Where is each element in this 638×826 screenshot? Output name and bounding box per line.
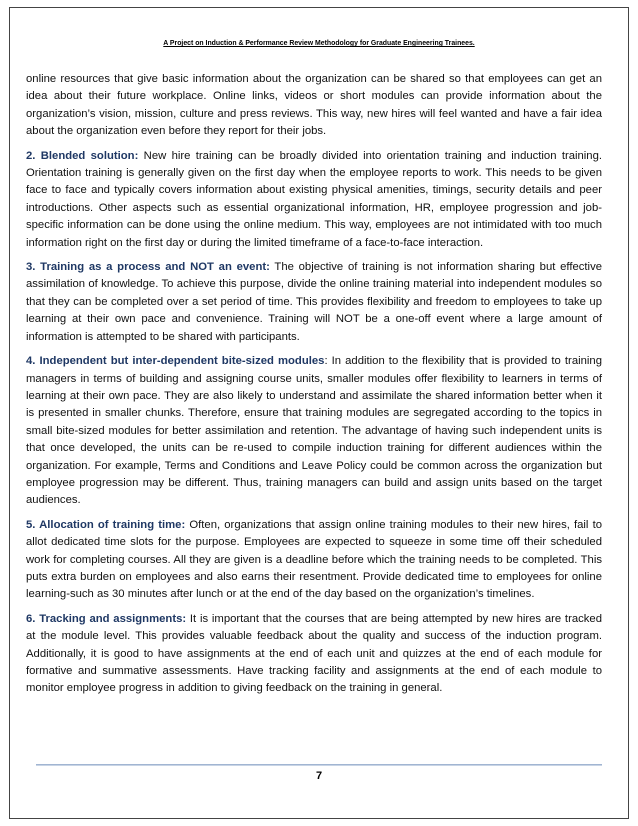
- paragraph-blended-solution: [26, 148, 602, 252]
- paragraph-text: online resources that give basic information about the organization can be shared so that employees can get an idea about their future workplace. Online links, videos or short modules can provide information about the organization’s vision, mission, culture and press reviews. This way, new hires will feel wanted and have a fair idea about the organization even before they report for their jobs.: [26, 73, 602, 138]
- running-header: A Project on Induction & Performance Review Methodology for Graduate Engineering Trainees.: [163, 40, 475, 47]
- paragraph-bite-sized-modules: [26, 353, 602, 510]
- paragraph-heading: 2. Blended solution:: [26, 149, 139, 162]
- paragraph-allocation-time: [26, 517, 602, 604]
- paragraph-heading: 4. Independent but inter-dependent bite-sized modules: [26, 355, 325, 368]
- paragraph-text: It is important that the courses that are being attempted by new hires are tracked at the module level. This provides valuable feedback about the quality and success of the induction program. Additionally, it is good to have assignments at the end of each unit and quizzes at the end of each module for formative and summative assessments. Have tracking facility and assignments at the end of each module to monitor employee progress in addition to giving feedback on the training in general.: [26, 612, 602, 695]
- paragraph-intro-continued: [26, 71, 602, 141]
- paragraph-text: : In addition to the flexibility that is provided to training managers in terms of building and assigning course units, smaller modules offer flexibility to learners in terms of learning at their own pace. They are also likely to understand and assimilate the shared information better when it is presented in smaller chunks. Therefore, ensure that training modules are segregated according to the topics in small bite-sized modules for better assimilation and retention. The advantage of having such independent units is that once developed, the units can be re-used to compile induction training for different audiences within the organization. For example, Terms and Conditions and Leave Policy could be common across the organization but employee progression may be different. Thus, training managers can build and assign units based on the target audiences.: [26, 355, 602, 507]
- paragraph-text: Often, organizations that assign online training modules to their new hires, fail to allot dedicated time slots for the purpose. Employees are expected to squeeze in some time off their scheduled work for completing courses. All they are given is a deadline before which the training needs to be completed. This puts extra burden on employees and also earns their resentment. Provide dedicated time to employees for online learning-such as 30 minutes after lunch or at the end of the day based on the organization’s timelines.: [26, 518, 602, 601]
- page-number: 7: [315, 770, 323, 782]
- paragraph-text: New hire training can be broadly divided into orientation training and induction training. Orientation training is generally given on the first day when the employee reports to work. This needs to be given face to face and typically covers information about existing physical amenities, timings, security details and peer introductions. Other aspects such as essential organizational information, HR, employee progression and job-specific information can be done using the online medium. This way, employees are not intimidated with too much information right on the first day or during the limited timeframe of a face-to-face interaction.: [26, 149, 603, 249]
- paragraph-heading: 6. Tracking and assignments:: [26, 612, 187, 625]
- footer-divider: [36, 764, 602, 766]
- paragraph-text: The objective of training is not information sharing but effective assimilation of knowledge. To achieve this purpose, divide the online training material into independent modules so that they can be completed over a set period of time. This provides flexibility and freedom to employees to take up learning at their own pace and convenience. Training will NOT be a one-off event where a large amount of information is attempted to be shared with participants.: [26, 261, 603, 343]
- paragraph-heading: 5. Allocation of training time:: [26, 518, 186, 531]
- paragraph-tracking-assignments: [26, 611, 602, 698]
- paragraph-heading: 3. Training as a process and NOT an event:: [26, 261, 270, 274]
- paragraph-training-process: [26, 259, 602, 346]
- body-text: [26, 71, 602, 705]
